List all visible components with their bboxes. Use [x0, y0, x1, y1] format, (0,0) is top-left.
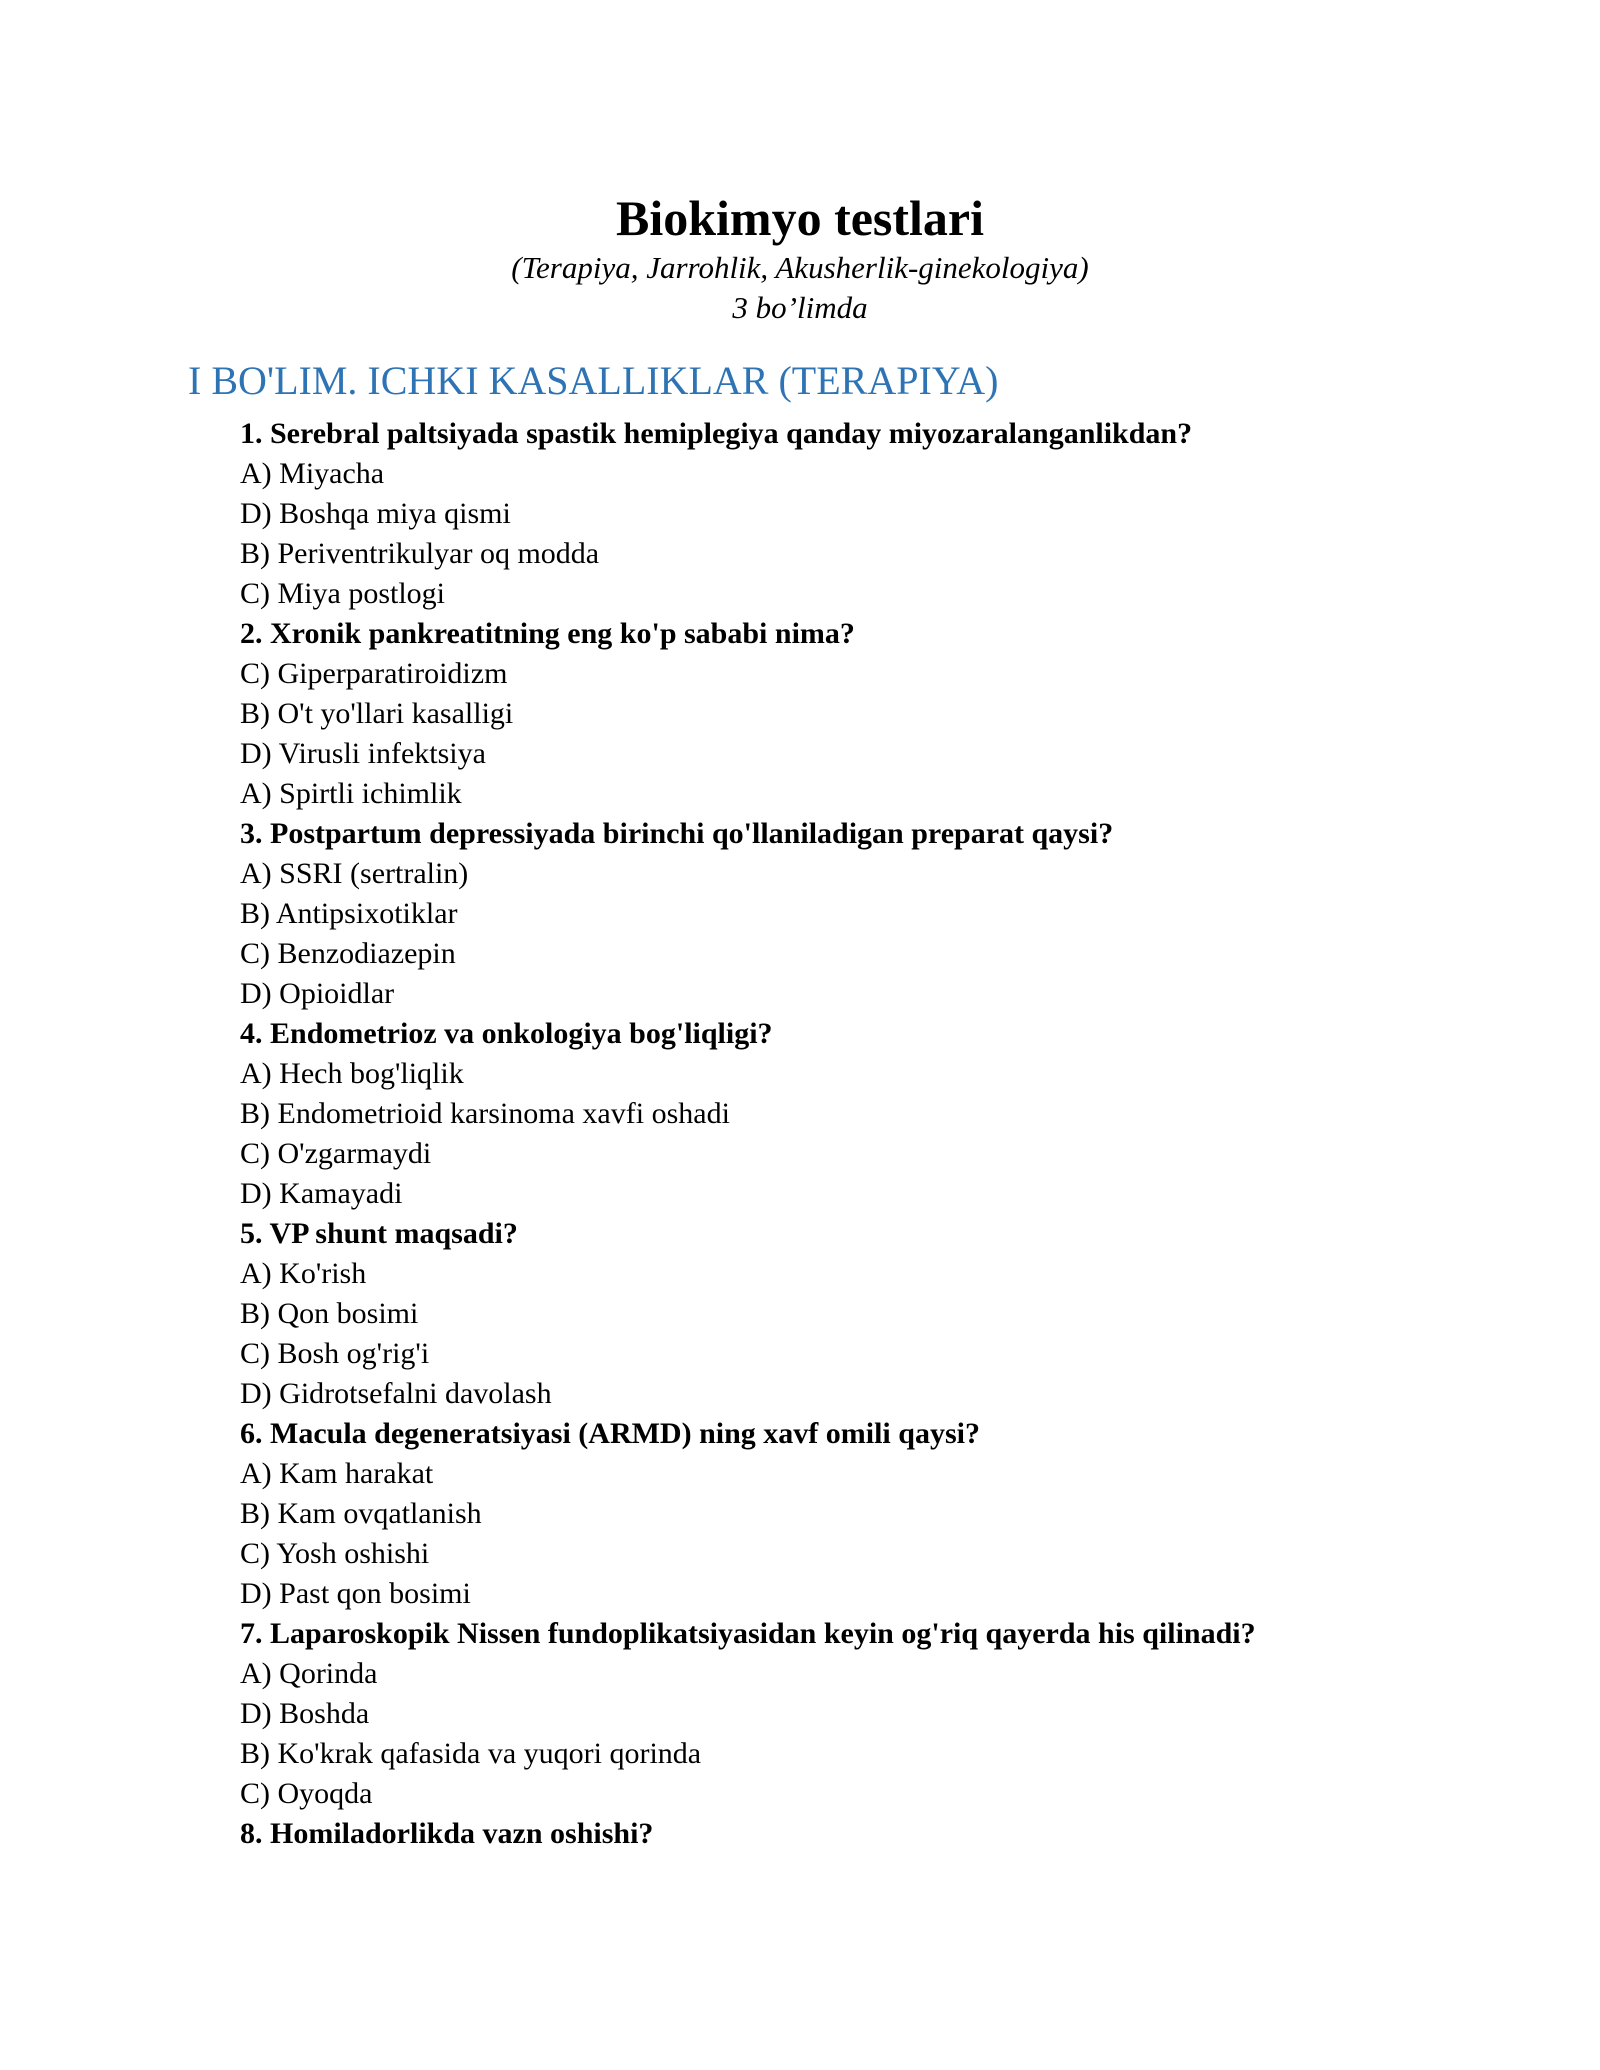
- answer-option: B) O't yo'llari kasalligi: [240, 697, 514, 730]
- question-text: 3. Postpartum depressiyada birinchi qo'llaniladigan preparat qaysi?: [240, 817, 1114, 850]
- answer-option: D) Boshqa miya qismi: [240, 497, 511, 530]
- answer-option: B) Endometrioid karsinoma xavfi oshadi: [240, 1097, 730, 1130]
- answer-option: D) Kamayadi: [240, 1177, 403, 1210]
- answer-option: C) O'zgarmaydi: [240, 1137, 432, 1170]
- answer-option: D) Past qon bosimi: [240, 1577, 471, 1610]
- answer-option: A) SSRI (sertralin): [240, 857, 469, 890]
- answer-option: A) Ko'rish: [240, 1257, 367, 1290]
- answer-option: B) Periventrikulyar oq modda: [240, 537, 600, 570]
- question-text: 5. VP shunt maqsadi?: [240, 1217, 518, 1250]
- answer-option: A) Spirtli ichimlik: [240, 777, 462, 810]
- answer-option: A) Hech bog'liqlik: [240, 1057, 464, 1090]
- question-text: 7. Laparoskopik Nissen fundoplikatsiyasidan keyin og'riq qayerda his qilinadi?: [240, 1617, 1256, 1650]
- answer-option: B) Antipsixotiklar: [240, 897, 458, 930]
- answer-option: A) Kam harakat: [240, 1457, 434, 1490]
- question-block: [240, 1214, 1440, 1414]
- question-list: [240, 414, 1440, 1854]
- answer-option: D) Opioidlar: [240, 977, 395, 1010]
- answer-option: C) Miya postlogi: [240, 577, 446, 610]
- question-text: 1. Serebral paltsiyada spastik hemiplegiya qanday miyozaralanganlikdan?: [240, 417, 1193, 450]
- document-subtitle-parts: 3 bo’limda: [732, 290, 868, 325]
- question-text: 4. Endometrioz va onkologiya bog'liqligi?: [240, 1017, 773, 1050]
- answer-option: C) Benzodiazepin: [240, 937, 456, 970]
- answer-option: D) Boshda: [240, 1697, 370, 1730]
- question-text: 2. Xronik pankreatitning eng ko'p sababi nima?: [240, 617, 855, 650]
- answer-option: D) Gidrotsefalni davolash: [240, 1377, 552, 1410]
- answer-option: C) Oyoqda: [240, 1777, 373, 1810]
- answer-option: B) Ko'krak qafasida va yuqori qorinda: [240, 1737, 702, 1770]
- answer-option: A) Miyacha: [240, 457, 385, 490]
- answer-option: A) Qorinda: [240, 1657, 378, 1690]
- answer-option: B) Qon bosimi: [240, 1297, 419, 1330]
- document-title: Biokimyo testlari: [615, 190, 985, 246]
- question-block: [240, 1614, 1440, 1814]
- question-block: [240, 1414, 1440, 1614]
- question-block: [240, 814, 1440, 1014]
- answer-option: D) Virusli infektsiya: [240, 737, 486, 770]
- question-block: [240, 1814, 1440, 1854]
- question-text: 6. Macula degeneratsiyasi (ARMD) ning xavf omili qaysi?: [240, 1417, 980, 1450]
- question-block: [240, 414, 1440, 614]
- question-block: [240, 1014, 1440, 1214]
- question-text: 8. Homiladorlikda vazn oshishi?: [240, 1817, 654, 1850]
- answer-option: C) Giperparatiroidizm: [240, 657, 508, 690]
- answer-option: C) Yosh oshishi: [240, 1537, 430, 1570]
- section-heading: I BO'LIM. ICHKI KASALLIKLAR (TERAPIYA): [188, 358, 999, 403]
- document-subtitle: (Terapiya, Jarrohlik, Akusherlik-ginekologiya): [511, 250, 1089, 285]
- answer-option: B) Kam ovqatlanish: [240, 1497, 482, 1530]
- question-block: [240, 614, 1440, 814]
- answer-option: C) Bosh og'rig'i: [240, 1337, 430, 1370]
